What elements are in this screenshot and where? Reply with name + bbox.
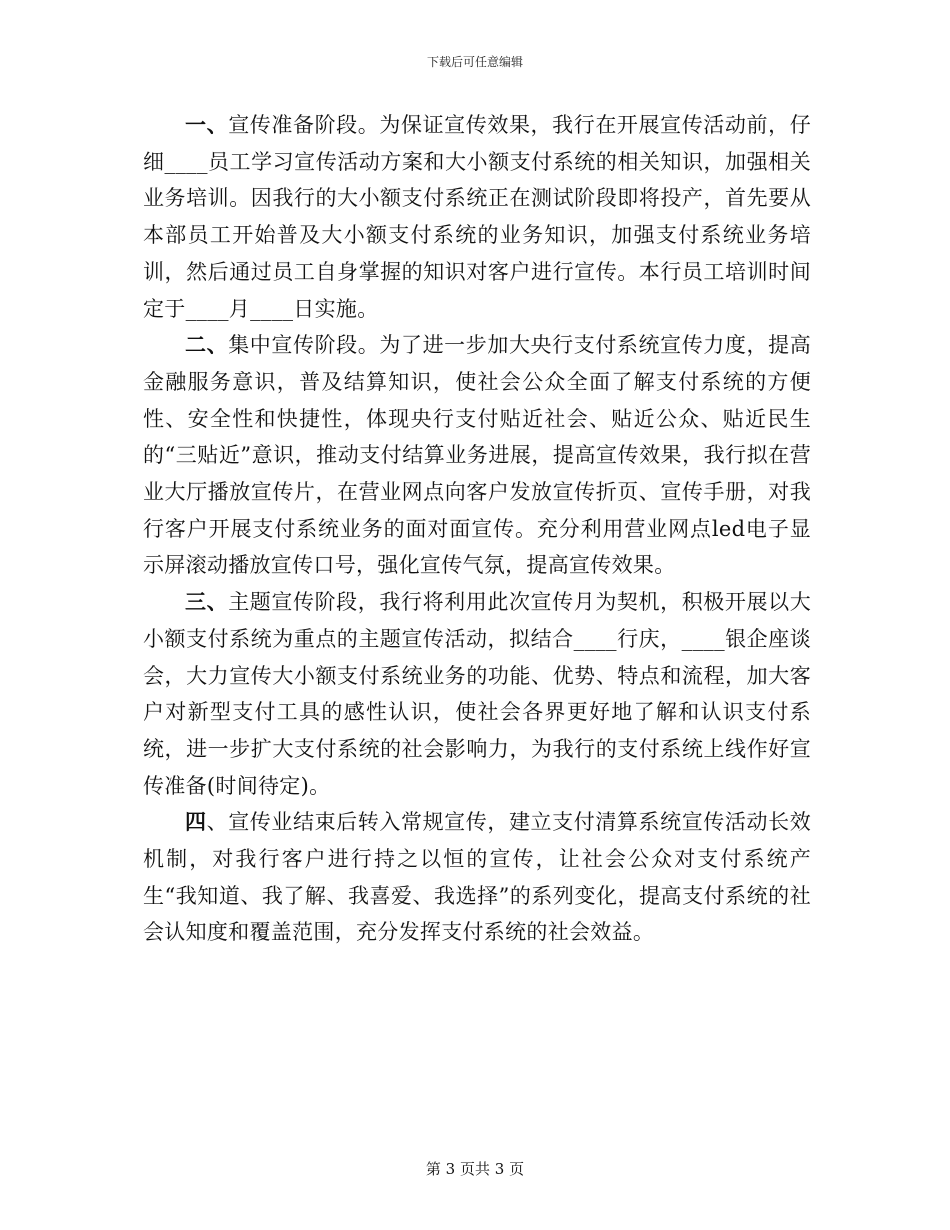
paragraph-text: 、宣传业结束后转入常规宣传，建立支付清算系统宣传活动长效机制，对我行客户进行持之以恒的宣传，让社会公众对支付系统产生“我知道、我了解、我喜爱、我选择”的系列变化，提高支付系统的社会认知度和覆盖范围，充分发挥支付系统的社会效益。 — [143, 810, 811, 945]
paragraph-text: 主题宣传阶段，我行将利用此次宣传月为契机，积极开展以大小额支付系统为重点的主题宣传活动，拟结合____行庆，____银企座谈会，大力宣传大小额支付系统业务的功能、优势、特点和流程，加大客户对新型支付工具的感性认识，使社会各界更好地了解和认识支付系统，进一步扩大支付系统的社会影响力，为我行的支付系统上线作好宣传准备(时间待定)。 — [143, 590, 811, 798]
paragraph-preparation-stage — [143, 107, 811, 327]
document-body — [143, 107, 811, 951]
header-note: 下载后可任意编辑 — [426, 55, 523, 69]
paragraph-lead-number: 一、 — [185, 112, 229, 137]
paragraph-text: 宣传准备阶段。为保证宣传效果，我行在开展宣传活动前，仔细____员工学习宣传活动方案和大小额支付系统的相关知识，加强相关业务培训。因我行的大小额支付系统正在测试阶段即将投产，首先要从本部员工开始普及大小额支付系统的业务知识，加强支付系统业务培训，然后通过员工自身掌握的知识对客户进行宣传。本行员工培训时间定于____月____日实施。 — [143, 113, 811, 321]
paragraph-text: 集中宣传阶段。为了进一步加大央行支付系统宣传力度，提高金融服务意识，普及结算知识，使社会公众全面了解支付系统的方便性、安全性和快捷性，体现央行支付贴近社会、贴近公众、贴近民生的“三贴近”意识，推动支付结算业务进展，提高宣传效果，我行拟在营业大厅播放宣传片，在营业网点向客户发放宣传折页、宣传手册，对我行客户开展支付系统业务的面对面宣传。充分利用营业网点led电子显示屏滚动播放宣传口号，强化宣传气氛，提高宣传效果。 — [143, 333, 811, 578]
paragraph-lead-number: 四 — [185, 809, 207, 835]
paragraph-concentrated-stage — [143, 327, 811, 584]
page-number: 第 3 页共 3 页 — [425, 1160, 525, 1178]
paragraph-theme-stage — [143, 584, 811, 804]
paragraph-lead-number: 三、 — [185, 589, 229, 615]
paragraph-lead-number: 二、 — [185, 332, 229, 358]
paragraph-routine-stage — [143, 804, 811, 951]
